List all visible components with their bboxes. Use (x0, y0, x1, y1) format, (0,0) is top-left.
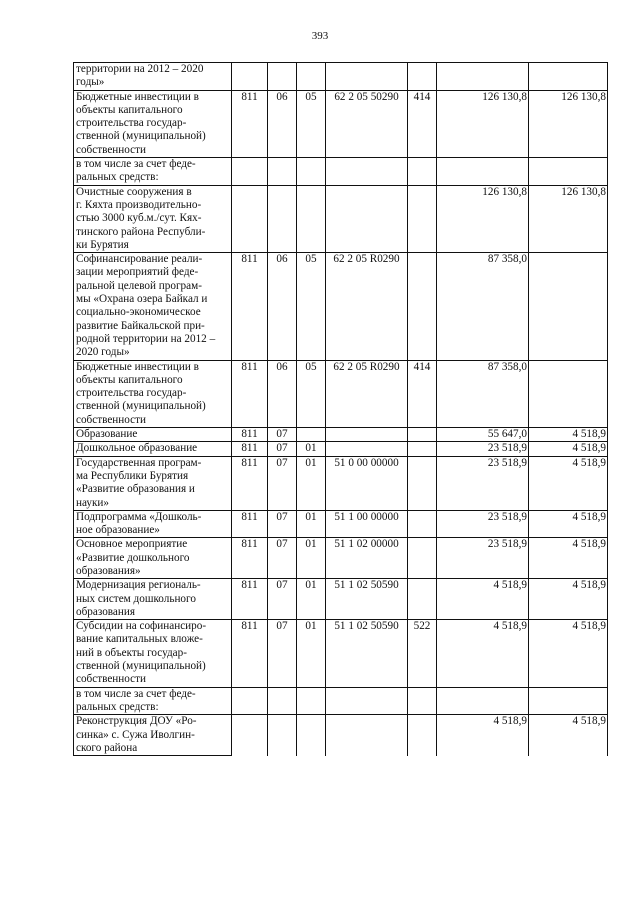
cell-sum-1: 23 518,9 (437, 442, 529, 456)
cell-vr: 414 (408, 90, 437, 157)
name-line: собственности (76, 673, 146, 686)
cell-csr: 51 1 02 50590 (326, 620, 408, 687)
table-row (74, 428, 608, 442)
cell-sum-2 (529, 360, 608, 427)
cell-gr: 811 (232, 538, 268, 579)
name-line: Модернизация региональ- (76, 579, 201, 592)
cell-name (74, 185, 232, 252)
cell-pr: 01 (297, 456, 326, 510)
table-row (74, 620, 608, 687)
cell-csr (326, 428, 408, 442)
name-line: вание капитальных вложе- (76, 633, 203, 646)
name-line: мы «Охрана озера Байкал и (76, 293, 208, 306)
name-line: объекты капитального (76, 103, 183, 116)
cell-csr (326, 442, 408, 456)
cell-rz: 07 (268, 456, 297, 510)
cell-name (74, 579, 232, 620)
cell-pr: 01 (297, 620, 326, 687)
name-line: ственной (муниципальной) (76, 660, 206, 673)
cell-vr: 414 (408, 360, 437, 427)
cell-rz (268, 715, 297, 756)
table-row (74, 715, 608, 756)
cell-name (74, 90, 232, 157)
cell-rz (268, 687, 297, 715)
cell-rz: 07 (268, 620, 297, 687)
cell-vr (408, 510, 437, 538)
page-number: 393 (311, 30, 329, 42)
table-row (74, 687, 608, 715)
cell-rz (268, 158, 297, 186)
cell-csr: 62 2 05 R0290 (326, 253, 408, 360)
name-line: г. Кяхта производительно- (76, 198, 202, 211)
cell-vr (408, 456, 437, 510)
cell-csr: 51 1 02 00000 (326, 538, 408, 579)
name-line: в том числе за счет феде- (76, 158, 196, 171)
cell-name (74, 456, 232, 510)
table-row (74, 579, 608, 620)
cell-pr (297, 428, 326, 442)
table-body (74, 63, 608, 756)
cell-sum-1: 87 358,0 (437, 253, 529, 360)
cell-name (74, 158, 232, 186)
cell-gr (232, 158, 268, 186)
cell-csr: 62 2 05 R0290 (326, 360, 408, 427)
cell-csr (326, 63, 408, 91)
cell-gr (232, 715, 268, 756)
name-line: собственности (76, 413, 146, 426)
table-row (74, 158, 608, 186)
cell-vr (408, 158, 437, 186)
table-row (74, 90, 608, 157)
cell-sum-1: 55 647,0 (437, 428, 529, 442)
cell-name (74, 510, 232, 538)
cell-sum-1: 4 518,9 (437, 620, 529, 687)
table-row (74, 63, 608, 91)
name-line: Бюджетные инвестиции в (76, 90, 199, 103)
cell-gr: 811 (232, 428, 268, 442)
cell-gr: 811 (232, 510, 268, 538)
cell-vr (408, 185, 437, 252)
cell-name (74, 442, 232, 456)
cell-sum-2: 126 130,8 (529, 185, 608, 252)
name-line: «Развитие образования и (76, 483, 195, 496)
cell-csr: 62 2 05 50290 (326, 90, 408, 157)
cell-name (74, 253, 232, 360)
name-line: родной территории на 2012 – (76, 332, 216, 345)
name-line: социально-экономическое (76, 306, 201, 319)
cell-vr (408, 538, 437, 579)
cell-pr: 05 (297, 360, 326, 427)
cell-rz: 06 (268, 253, 297, 360)
cell-pr (297, 158, 326, 186)
cell-gr: 811 (232, 456, 268, 510)
cell-name (74, 538, 232, 579)
name-line: образования (76, 605, 136, 618)
name-line: Дошкольное образование (76, 442, 198, 455)
name-line: развитие Байкальской при- (76, 319, 205, 332)
cell-vr (408, 428, 437, 442)
table-row (74, 360, 608, 427)
cell-gr: 811 (232, 579, 268, 620)
cell-pr: 01 (297, 442, 326, 456)
name-line: Очистные сооружения в (76, 185, 192, 198)
cell-sum-2: 4 518,9 (529, 510, 608, 538)
cell-sum-2: 4 518,9 (529, 538, 608, 579)
table-row (74, 510, 608, 538)
cell-csr (326, 158, 408, 186)
name-line: Основное мероприятие (76, 538, 188, 551)
name-line: ки Бурятия (76, 238, 129, 251)
name-line: 2020 годы» (76, 346, 130, 359)
name-line: ральных средств: (76, 700, 159, 713)
cell-vr (408, 253, 437, 360)
name-line: стью 3000 куб.м./сут. Кях- (76, 212, 202, 225)
cell-gr (232, 63, 268, 91)
table-row (74, 253, 608, 360)
cell-gr (232, 185, 268, 252)
cell-gr: 811 (232, 253, 268, 360)
cell-sum-1 (437, 63, 529, 91)
cell-rz: 07 (268, 579, 297, 620)
name-line: ского района (76, 741, 138, 754)
cell-pr (297, 63, 326, 91)
cell-pr (297, 185, 326, 252)
cell-sum-1: 87 358,0 (437, 360, 529, 427)
cell-pr: 05 (297, 90, 326, 157)
cell-sum-1: 23 518,9 (437, 510, 529, 538)
name-line: ма Республики Бурятия (76, 469, 189, 482)
cell-gr (232, 687, 268, 715)
cell-pr: 01 (297, 538, 326, 579)
cell-rz: 07 (268, 428, 297, 442)
name-line: Государственная програм- (76, 456, 202, 469)
name-line: Образование (76, 428, 138, 441)
cell-rz: 06 (268, 90, 297, 157)
cell-vr (408, 442, 437, 456)
cell-rz (268, 185, 297, 252)
name-line: ственной (муниципальной) (76, 130, 206, 143)
name-line: ний в объекты государ- (76, 646, 187, 659)
cell-sum-2: 4 518,9 (529, 428, 608, 442)
cell-sum-1: 23 518,9 (437, 456, 529, 510)
cell-sum-1: 4 518,9 (437, 579, 529, 620)
cell-rz: 07 (268, 442, 297, 456)
name-line: объекты капитального (76, 373, 183, 386)
name-line: ных систем дошкольного (76, 592, 196, 605)
cell-sum-2 (529, 63, 608, 91)
cell-sum-2: 4 518,9 (529, 456, 608, 510)
cell-vr (408, 63, 437, 91)
cell-sum-1: 126 130,8 (437, 185, 529, 252)
name-line: ральных средств: (76, 171, 159, 184)
cell-vr (408, 687, 437, 715)
name-line: Субсидии на софинансиро- (76, 620, 207, 633)
table-row (74, 185, 608, 252)
cell-gr: 811 (232, 620, 268, 687)
cell-csr: 51 0 00 00000 (326, 456, 408, 510)
cell-name (74, 63, 232, 91)
cell-gr: 811 (232, 360, 268, 427)
name-line: образования» (76, 564, 141, 577)
name-line: Реконструкция ДОУ «Ро- (76, 715, 197, 728)
cell-pr (297, 715, 326, 756)
cell-pr: 05 (297, 253, 326, 360)
cell-rz: 07 (268, 510, 297, 538)
name-line: синка» с. Сужа Иволгин- (76, 728, 195, 741)
cell-sum-2 (529, 687, 608, 715)
cell-sum-2: 4 518,9 (529, 715, 608, 756)
cell-name (74, 687, 232, 715)
name-line: в том числе за счет феде- (76, 687, 196, 700)
cell-pr: 01 (297, 510, 326, 538)
cell-gr: 811 (232, 442, 268, 456)
name-line: Подпрограмма «Дошколь- (76, 510, 202, 523)
cell-vr: 522 (408, 620, 437, 687)
cell-csr (326, 687, 408, 715)
table-row (74, 456, 608, 510)
cell-sum-2 (529, 253, 608, 360)
name-line: тинского района Республи- (76, 225, 206, 238)
cell-pr: 01 (297, 579, 326, 620)
cell-rz (268, 63, 297, 91)
name-line: годы» (76, 76, 105, 89)
name-line: ральной целевой програм- (76, 279, 202, 292)
cell-name (74, 428, 232, 442)
cell-rz: 06 (268, 360, 297, 427)
name-line: строительства государ- (76, 117, 187, 130)
name-line: территории на 2012 – 2020 (76, 63, 204, 75)
cell-csr: 51 1 02 50590 (326, 579, 408, 620)
cell-name (74, 360, 232, 427)
cell-csr (326, 185, 408, 252)
name-line: «Развитие дошкольного (76, 551, 190, 564)
name-line: Бюджетные инвестиции в (76, 360, 199, 373)
name-line: строительства государ- (76, 387, 187, 400)
cell-sum-1 (437, 687, 529, 715)
cell-name (74, 715, 232, 756)
table-row (74, 538, 608, 579)
name-line: Софинансирование реали- (76, 253, 203, 266)
cell-sum-2: 126 130,8 (529, 90, 608, 157)
cell-sum-2 (529, 158, 608, 186)
budget-table (73, 62, 608, 756)
name-line: ное образование» (76, 524, 160, 537)
cell-csr (326, 715, 408, 756)
cell-pr (297, 687, 326, 715)
cell-gr: 811 (232, 90, 268, 157)
cell-sum-1: 23 518,9 (437, 538, 529, 579)
cell-sum-2: 4 518,9 (529, 620, 608, 687)
cell-sum-1: 126 130,8 (437, 90, 529, 157)
cell-vr (408, 579, 437, 620)
name-line: зации мероприятий феде- (76, 266, 199, 279)
table-row (74, 442, 608, 456)
cell-sum-2: 4 518,9 (529, 442, 608, 456)
name-line: науки» (76, 496, 109, 509)
cell-name (74, 620, 232, 687)
cell-sum-1 (437, 158, 529, 186)
cell-sum-1: 4 518,9 (437, 715, 529, 756)
cell-rz: 07 (268, 538, 297, 579)
cell-vr (408, 715, 437, 756)
name-line: собственности (76, 143, 146, 156)
cell-csr: 51 1 00 00000 (326, 510, 408, 538)
cell-sum-2: 4 518,9 (529, 579, 608, 620)
name-line: ственной (муниципальной) (76, 400, 206, 413)
